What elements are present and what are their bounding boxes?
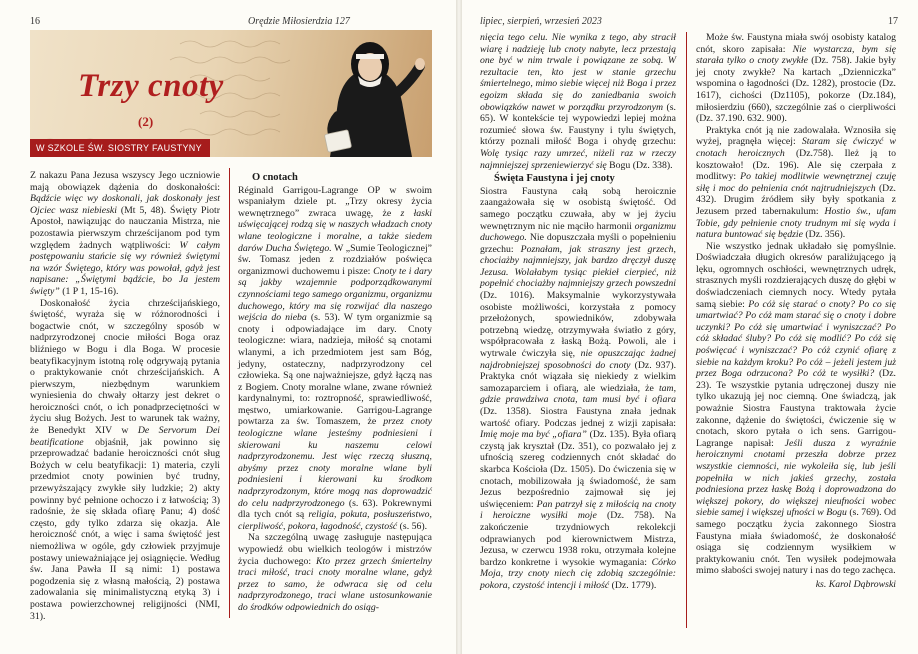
paragraph: Réginald Garrigou-Lagrange OP w swoim wspaniałym dziele pt. „Trzy okresy życia wewnętrznego” zwraca uwagę, że z łaski uświęcającej rodzą się w naszych władzach cnoty wlane teologiczne i moralne, a także siedem darów Ducha Świętego. W „Sumie Teologicznej” św. Tomasz jeden z rozdziałów poświęca organizmowi duchowemu i pisze: Cnoty te i dary są jakby wzajemnie podporządkowanymi czynnościami tego samego organizmu, organizmu duchowego, który ma się rozwijać dla naszego wejścia do nieba (s. 53). W tym organizmie są cnoty i odpowiadające im dary. Cnoty teologiczne: wiara, nadzieja, miłość są cnotami wlanymi, a ich przedmiotem jest sam Bóg, jedyny, ostateczny, nadprzyrodzony cel człowieka. Są one najważniejsze, gdyż łączą nas z Bogiem. Cnoty moralne wlane, zwane również kardynalnymi, to: roztropność, sprawiedliwość, męstwo, umiarkowanie. Garrigou-Lagrange powtarza za św. Tomaszem, że przez cnoty teologiczne wlane jesteśmy podniesieni i skierowani ku naszemu celowi nadprzyrodzonemu. Jest więc rzeczą słuszną, abyśmy przez cnoty moralne wlane byli podniesieni i kierowani ku środkom nadprzyrodzonym, które mogą nas doprowadzić do celu nadprzyrodzonego (s. 63). Pokrewnymi dla tych cnót są religia, pokuta, posłuszeństwo, cierpliwość, pokora, łagodność, czystość (s. 56). (238, 184, 433, 532)
paragraph: Praktyka cnót ją nie zadowalała. Wznosiła się wyżej, pragnęła więcej: Staram się ćwiczyć w cnotach heroicznych (Dz.758). Ileż ją to kosztowało! (Dz. 196). Ale się czerpała z modlitwy: Po takiej modlitwie wewnętrznej czuję siłę i moc do pełnienia cnót najtrudniejszych (Dz. 432). Drugim źródłem siły były spotkania z Jezusem przed tabernakulum: Hostio św., ufam Tobie, gdy pełnienie cnoty trudnym mi się wyda i natura buntować się będzie (Dz. 356). (696, 124, 897, 241)
left-column-2 (238, 170, 432, 614)
column-divider (686, 32, 687, 628)
article-title: Trzy cnoty (78, 68, 224, 104)
paragraph: Siostra Faustyna całą sobą heroicznie zaangażowała się w osobistą świętość. Od samego początku czuwała, aby w jej życiu wewnętrznym nic nie mąciło harmonii organizmu duchowego. Nie dopuszczała myśli o popełnieniu grzechu: Poznałam, jak straszny jest grzech, chociażby najmniejszy, jak bardzo dręczył duszę Jezusa. Wolałabym tysiąc piekieł cierpieć, niż popełnić chociażby najmniejszy grzech powszedni (Dz. 1016). Maksymalnie wykorzystywała osobiste możliwości, korzystała z pomocy przełożonych, spowiedników, zdobywała potrzebną wiedzę, otrzymywała światło z góry, współpracowała z łaską Bożą. Powoli, ale i wytrwale ćwiczyła się, nie opuszczając żadnej najdrobniejszej sposobności do cnoty (Dz. 937). Praktyka cnót wiązała się niekiedy z wielkim samozaparciem i ofiarą, ale wiedziała, że tam, gdzie prawdziwa cnota, tam musi być i ofiara (Dz. 1358). Siostra Faustyna znała jednak wartość ofiary. Podczas jednej z wizji zapisała: Imię moje ma być „ofiara” (Dz. 135). Była ofiarą czystą jak kryształ (Dz. 351), co pozwalało jej z ufnością szereg codziennych cnót składać do skarbca Kościoła (Dz. 1505). Do ćwiczenia się w cnotach, mobilizowała ją świadomość, że sam Jezus bezpośrednio zajmował się jej uświęceniem: Pan patrzył się z miłością na cnoty i heroiczne wysiłki moje (Dz. 758). Na zakończenie trzydniowych rekolekcji odprawianych pod kierownictwem Mistrza, Jezusa, w czerwcu 1938 roku, otrzymała kolejne bardzo konkretne i wysokie wymagania: Córko Moja, trzy cnoty niech cię zdobią szczególnie: pokora, czystość intencji i miłość (Dz. 1779). (480, 185, 677, 591)
author-signature: ks. Karol Dąbrowski (815, 578, 896, 590)
right-column-2 (696, 32, 896, 591)
series-banner: W SZKOLE ŚW. SIOSTRY FAUSTYNY (30, 139, 210, 157)
paragraph: Z nakazu Pana Jezusa wszyscy Jego uczniowie mają obowiązek dążenia do doskonałości: Bądźcie więc wy doskonali, jak doskonały jest Ojciec wasz niebieski (Mt 5, 48). Święty Piotr Apostoł, nawiązując do nauczania Mistrza, nie pozostawia pierwszym chrześcijanom pod tym względem żadnych wątpliwości: W całym postępowaniu stańcie się wy również świętymi na wzór Świętego, który was powołał, gdyż jest napisane: „Świętymi bądźcie, bo Ja jestem święty” (1 P 1, 15-16). (30, 170, 221, 297)
paragraph: nięcia tego celu. Nie wynika z tego, aby stracił wiarę i nadzieję lub cnoty nabyte, lecz przestają one być w nim trwale i powiązane ze sobą. W rezultacie ten, kto jest w stanie grzechu śmiertelnego, mimo siebie więcej niż Boga i przez egoizm składa się do zaniedbania swoich obowiązków nawet w porządku przyrodzonym (s. 65). W kontekście tej wypowiedzi lepiej można rozumieć słowa św. Faustyny i tylu świętych, którzy poznali miłość Boga i ohydę grzechu: Wolę tysiąc razy umrzeć, niżeli raz w rzeczy najmniejszej sprzeniewierzyć się Bogu (Dz. 338). (480, 32, 676, 171)
paragraph: Doskonałość życia chrześcijańskiego, świętość, wyraża się w różnorodności i bogactwie cnót, w szczególny sposób w nadprzyrodzonej cnocie miłości Boga oraz bliźniego w Bogu i dla Boga. W procesie beatyfikacyjnym istotną rolę odgrywają pytania o praktykowanie cnót chrześcijańskich. A pierwszym, niezbędnym warunkiem wyniesienia do chwały ołtarzy jest dekret o heroiczności cnót, o ich ponadprzeciętności w życiu sług Bożych. Jest to warunek tak ważny, że Benedykt XIV w De Servorum Dei beatificatione objaśnił, jak powinno się przeprowadzać badanie heroiczności cnót sług Bożych w celu beatyfikacji: 1) materia, czyli przedmiot cnoty powinien być trudny, przewyższający zwykłe siły ludzkie; 2) akty powinny być pełnione ochoczo i z łatwością; 3) radośnie, że się składa ofiarę Panu; 4) dość często, gdy tylko zdarza się okazja. Ale heroiczność cnót, a więc i sama świętość jest niemożliwa w ogóle, gdy człowiek przyjmuje postawy unieważniające jej osiągnięcie. Według św. Jana Pawła II są nimi: 1) postawa pogodzenia się z własną małością, 2) postawa zadowalania się minimalistyczną etyką 3) i postawa powierzchownej religijności (NMI, 31). (30, 297, 221, 622)
left-column-1 (30, 170, 220, 622)
page-number-right: 17 (888, 16, 898, 27)
paragraph: Na szczególną uwagę zasługuje następująca wypowiedź obu wielkich teologów i mistrzów życia duchowego: Kto przez grzech śmiertelny traci miłość, traci cnoty moralne wlane, gdyż przez to samo, że odwraca się od celu nadprzyrodzonego, traci wlane ustosunkowanie do środków odpowiednich do osiąg- (238, 532, 433, 613)
right-page (462, 0, 918, 654)
right-column-1 (480, 32, 676, 592)
saint-faustina-illustration (308, 32, 432, 157)
article-part-number: (2) (138, 114, 154, 129)
running-head-left: Orędzie Miłosierdzia 127 (248, 16, 350, 27)
running-head-right: lipiec, sierpień, wrzesień 2023 (480, 16, 602, 27)
section-heading-o-cnotach: O cnotach (252, 172, 298, 183)
column-divider (229, 168, 230, 618)
article-hero (30, 30, 432, 157)
section-heading-faustyna: Święta Faustyna i jej cnoty (494, 173, 615, 185)
page-number-left: 16 (30, 16, 40, 27)
left-page (0, 0, 456, 654)
paragraph: Nie wszystko jednak układało się pomyślnie. Doświadczała długich okresów paraliżującego ją lęku, ogromnych oschłości, wewnętrznych udręk, strasznych myśli rozdzierających duszę do głębi w doświadczeniach ciemnych nocy. Wtedy pytała samą siebie: Po cóż się starać o cnoty? Po co się umartwiać? Po cóż mam starać się o cnoty i dobre uczynki? Po cóż się umartwiać i wyniszczać? Po cóż składać śluby? Po cóż się modlić? Po cóż się poświęcać i wyniszczać? Po cóż czynić ofiarę z siebie na każdym kroku? Po cóż – jeżeli jestem już przez Boga odrzucona? Po cóż te wysiłki? (Dz. 23). Te wszystkie pytania udręczonej duszy nie tylko ukazują jej noc ciemną. One świadczą, jak poważnie Siostra Faustyna traktowała życie zakonne, dążenie do świętości, ćwiczenie się w cnotach, skoro pytała o ich sens. Garrigou-Lagrange napisał: Jeśli dusza z wyraźnie heroicznymi cnotami przeszła dobrze przez wszystkie ciemności, nie wykoleiła się, lub jeśli popełniła w nich jakieś grzechy, została podniesiona przez łaskę Bożą i doprowadzona do większej pokory, do większej nieufności wobec siebie samej i większej ufności w Bogu (s. 769). Od samego początku życia zakonnego Siostra Faustyna miała świadomość, że doskonałość osiąga się codziennym wysiłkiem w praktykowaniu cnót. Ten wysiłek podejmowała mimo słabości swojej natury i nas do tego zachęca. (696, 240, 896, 577)
paragraph: Może św. Faustyna miała swój osobisty katalog cnót, skoro zapisała: Nie wystarcza, bym się starała tylko o cnoty zwykłe (Dz. 758). Jakie były jej cnoty zwykłe? Na kartach „Dzienniczka” wspomina o łagodności (Dz. 1282), prostocie (Dz. 1617), cichości (Dz1105), pokorze (Dz.184), miłosierdziu (660), szczególnie zaś o cierpliwości (Dz. 37.190. 632. 900). (696, 32, 897, 125)
